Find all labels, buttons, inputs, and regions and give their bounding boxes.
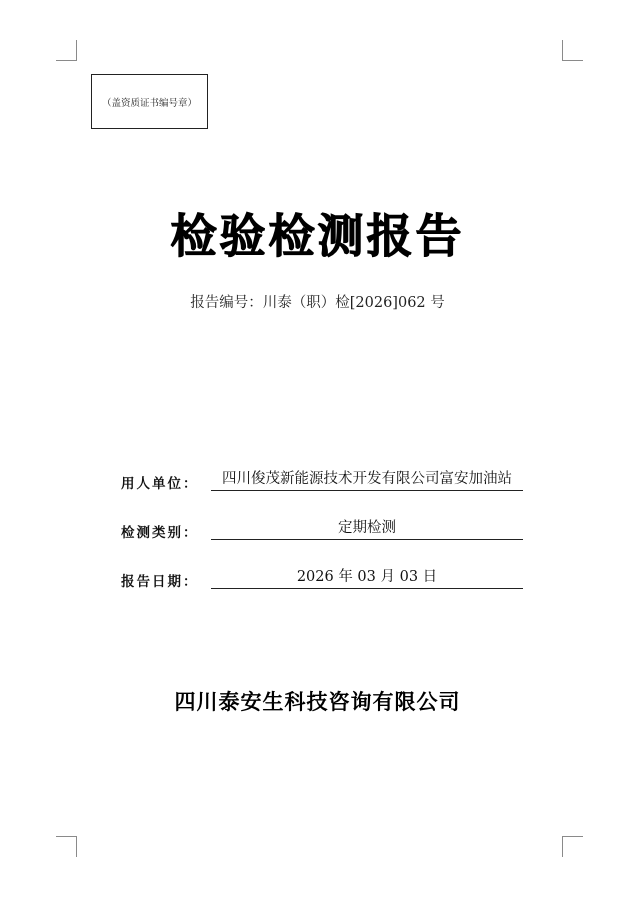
employer-label: 用人单位： [121, 476, 199, 492]
stamp-note: （盖资质证书编号章） [101, 97, 197, 109]
report-date-value: 2026 年 03 月 03 日 [211, 566, 523, 589]
info-row-report-date [121, 568, 525, 592]
report-date-label: 报告日期： [121, 574, 199, 590]
test-type-value: 定期检测 [211, 517, 523, 540]
test-type-label: 检测类别： [121, 525, 199, 541]
stamp-placeholder-box [91, 74, 208, 129]
employer-value: 四川俊茂新能源技术开发有限公司富安加油站 [211, 468, 523, 491]
report-title: 检验检测报告 [170, 209, 465, 263]
crop-mark-bottom-left [56, 836, 77, 857]
crop-mark-top-left [56, 40, 77, 61]
report-number: 报告编号：川泰（职）检[2026]062 号 [190, 295, 445, 311]
info-row-employer [121, 470, 525, 494]
crop-mark-bottom-right [562, 836, 583, 857]
company-name: 四川泰安生科技咨询有限公司 [174, 690, 461, 714]
crop-mark-top-right [562, 40, 583, 61]
info-row-test-type [121, 519, 525, 543]
